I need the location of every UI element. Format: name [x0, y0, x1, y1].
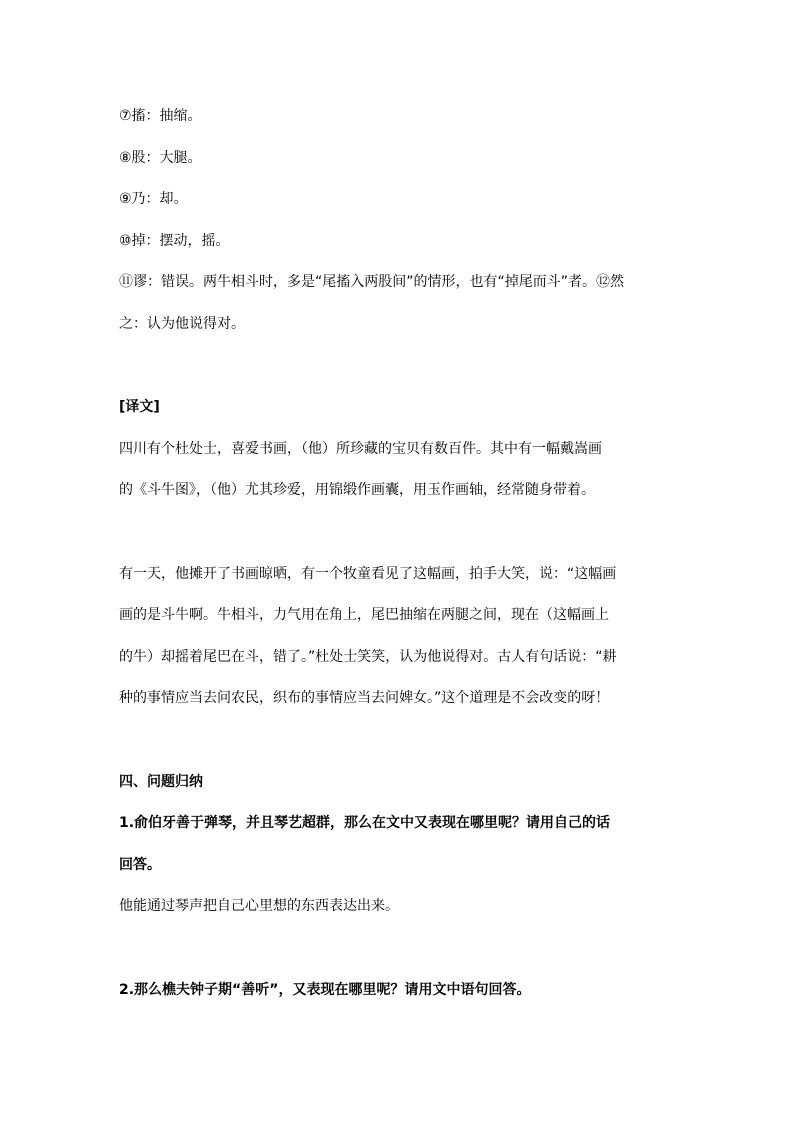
- section-heading: 四、问题归纳: [119, 774, 203, 790]
- note-8: ⑧股：大腿。: [119, 150, 202, 166]
- translation-line: 有一天，他摊开了书画晾晒，有一个牧童看见了这幅画，拍手大笑，说：“这幅画: [119, 566, 617, 582]
- answer-1: 他能通过琴声把自己心里想的东西表达出来。: [119, 898, 399, 914]
- translation-heading: [译文]: [119, 399, 160, 415]
- translation-line: 的《斗牛图》，（他）尤其珍爱，用锦缎作画囊，用玉作画轴，经常随身带着。: [119, 482, 595, 498]
- question-1: 1.俞伯牙善于弹琴，并且琴艺超群，那么在文中又表现在哪里呢？请用自己的话: [119, 815, 611, 831]
- translation-line: 四川有个杜处士，喜爱书画，（他）所珍藏的宝贝有数百件。其中有一幅戴嵩画: [119, 441, 602, 457]
- question-1-cont: 回答。: [119, 857, 161, 873]
- translation-line: 的牛）却摇着尾巴在斗，错了。”杜处士笑笑，认为他说得对。古人有句话说：“耕: [119, 649, 617, 665]
- note-9: ⑨乃：却。: [119, 191, 188, 207]
- note-10: ⑩掉：摆动，摇。: [119, 233, 230, 249]
- translation-line: 种的事情应当去问农民，织布的事情应当去问婢女。”这个道理是不会改变的呀！: [119, 690, 610, 706]
- question-2: 2.那么樵夫钟子期“善听”，又表现在哪里呢？请用文中语句回答。: [119, 982, 531, 998]
- note-11: ⑪谬：错误。两牛相斗时，多是“尾搐入两股间”的情形，也有“掉尾而斗”者。⑫然: [119, 274, 625, 290]
- translation-line: 画的是斗牛啊。牛相斗，力气用在角上，尾巴抽缩在两腿之间，现在（这幅画上: [119, 607, 609, 623]
- note-12: 之：认为他说得对。: [119, 316, 245, 332]
- note-7: ⑦搐：抽缩。: [119, 108, 202, 124]
